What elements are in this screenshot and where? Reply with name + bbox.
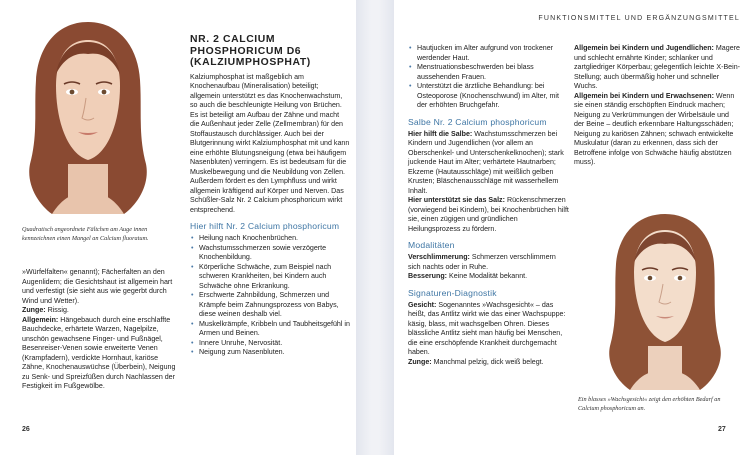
list-item: • Unterstützt die ärztliche Behandlung: bei Osteoporose (Knochenschwund) im Alter, mit der erhöhten Bruchgefahr. (408, 82, 570, 111)
list-item: • Wachstumsschmerzen sowie verzögerte Knochenbildung. (190, 244, 350, 263)
remedy-list (190, 234, 350, 358)
verschlimmerung-paragraph (408, 253, 570, 272)
zunge-label-right: Zunge: (408, 357, 432, 366)
list-item: • Erschwerte Zahnbildung, Schmerzen und Krämpfe beim Zahnungsprozess von Babys, diese weinen deshalb viel. (190, 291, 350, 320)
remedy-list-continued (408, 44, 570, 111)
besserung-label: Besserung: (408, 272, 448, 280)
zunge-text-right: Manchmal pelzig, dick weiß belegt. (431, 357, 544, 366)
left-column-1 (22, 268, 182, 392)
subsection-title: Hier hilft Nr. 2 Calcium phosphoricum (190, 221, 340, 232)
list-item: • Innere Unruhe, Nervosität. (190, 339, 350, 349)
allgemein-paragraph (22, 316, 182, 392)
left-page (0, 0, 356, 455)
salbe-title: Salbe Nr. 2 Calcium phosphoricum (408, 116, 547, 127)
besserung-paragraph (408, 272, 570, 282)
salbe-text-1: Wachstumsschmerzen bei Kindern und Jugendlichen (vor allem an Oberschenkel- und Unterschenkelknochen); stark juckende Haut im Alter; verhärtete Hautnarben; Ekzeme (Hautausschläge) mit weißlich gelben Krusten; Bläschenausschläge mit wasserhellem Inhalt. (408, 129, 564, 195)
zunge-label: Zunge: (22, 306, 46, 314)
list-item: • Neigung zum Nasenbluten. (190, 348, 350, 358)
verschlimmerung-label: Verschlimmerung: (408, 253, 470, 261)
salbe-text-2: Rückenschmerzen (vorwiegend bei Kindern), bei Knochenbrüchen hilft sie, einen zügigen und gründlichen Heilungsprozess zu fördern. (408, 196, 569, 233)
portrait-illustration-right (590, 206, 740, 394)
verschlimmerung-text: Schmerzen verschlimmern sich nachts oder in Ruhe. (408, 253, 556, 271)
zunge-paragraph-right (408, 358, 570, 368)
running-header: FUNKTIONSMITTEL UND ERGÄNZUNGSMITTEL (538, 15, 740, 22)
page-number-left: 26 (22, 426, 30, 433)
section-text: Kalziumphosphat ist maßgeblich am Knochenaufbau (Mineralisation) beteiligt; allgemein unterstützt es das Knochenwachstum, so auch die beschleunigte Heilung von Brüchen. Es ist beteiligt am Aufbau der Zähne und macht die Außenhaut jeder Zelle (Zellmembran) für den Stoffaustausch durchlässiger. Auch bei der Blutgerinnung wirkt Kalziumphosphat mit und kann eine erhöhte Blutungsneigung (etwa bei häufigem Nasenbluten) verringern. Es ist bedeutsam für die Muskelbewegung und die Neubildung von Zellen. Außerdem fördert es den Lymphfluss und wirkt allgemein kräftigend auf Körper und Nerven. Das Schüßler-Salz Nr. 2 Calcium phosphoricum wirkt entsprechend. (190, 72, 350, 214)
list-item: • Muskelkrämpfe, Kribbeln und Taubheitsgefühl in Armen und Beinen. (190, 320, 350, 339)
diagnostik-title: Signaturen-Diagnostik (408, 287, 497, 298)
besserung-text: Keine Modalität bekannt. (447, 272, 528, 280)
kinder-paragraph (574, 44, 740, 92)
erwachsene-label: Allgemein bei Kindern und Erwachsenen: (574, 91, 714, 100)
erwachsene-text: Wenn sie einen ständig erschöpften Eindruck machen; Neigung zu Verkrümmungen der Wirbelsäule und der Beine – deutlich erkennbare Haltungsschäden; Neigung zu kariösen Zähnen; schwach entwickelte Muskulatur (daran zu erkennen, dass sich der Betroffene infolge von Schwäche häufig abstützen muss). (574, 91, 735, 166)
zunge-paragraph (22, 306, 182, 316)
zunge-text: Rissig. (45, 306, 69, 314)
salbe-label-1: Hier hilft die Salbe: (408, 129, 473, 138)
right-column-1 (408, 44, 570, 367)
allgemein-label: Allgemein: (22, 315, 59, 324)
page-number-right: 27 (718, 426, 726, 433)
right-page (394, 0, 750, 455)
salbe-paragraph-1 (408, 130, 570, 197)
gesicht-text: Sogenanntes »Wachsgesicht« – das heißt, das Antlitz wirkt wie das einer Wachspuppe: käsig, blass, mit wachsgelben Ohren. Dieses blässliche Antlitz sieht man häufig bei Menschen, die eine erschöpfende Krankheit durchgemacht haben. (408, 300, 566, 356)
kinder-label: Allgemein bei Kindern und Jugendlichen: (574, 44, 714, 52)
image-caption-right: Ein blasses »Wachsgesicht« zeigt den erhöhten Bedarf an Calcium phosphoricum an. (578, 396, 721, 412)
book-gutter (356, 0, 394, 455)
salbe-label-2: Hier unterstützt sie das Salz: (408, 196, 505, 204)
gesicht-label: Gesicht: (408, 300, 437, 309)
list-item: • Heilung nach Knochenbrüchen. (190, 234, 350, 244)
erwachsene-paragraph (574, 92, 740, 168)
gesicht-paragraph (408, 301, 570, 358)
list-item: • Menstruationsbeschwerden bei blass aussehenden Frauen. (408, 63, 570, 82)
portrait-illustration-left (8, 14, 168, 222)
salbe-paragraph-2 (408, 196, 570, 234)
intro-paragraph: »Würfelfalten« genannt); Fächerfalten an den Augenlidern; die Gesichtshaut ist allgemein hart und verfestigt (sie sieht aus wie gegerbt durch Wind und Wetter). (22, 268, 173, 305)
image-caption-left: Quadratisch angeordnete Fältchen am Auge innen kennzeichnen einen Mangel an Calcium fluoratum. (22, 226, 149, 242)
modalitaeten-title: Modalitäten (408, 240, 455, 250)
kinder-text: Magere und schlecht ernährte Kinder; schlanker und zartgliedriger Körperbau; gelegentlich leichte X-Bein-Stellung; auch übermäßig hoher und schneller Wuchs. (574, 44, 741, 90)
section-title: NR. 2 CALCIUM PHOSPHORICUM D6 (KALZIUMPHOSPHAT) (190, 34, 311, 69)
list-item: • Körperliche Schwäche, zum Beispiel nach schweren Krankheiten, bei Kindern auch Schwäche ohne Erkrankung. (190, 263, 350, 292)
allgemein-text: Hängebauch durch eine erschlaffte Bauchdecke, erhärtete Warzen, Nagelpilze, unschön gewachsene Finger- und Fußnägel, Besenreiser-Venen sowie erweiterte Venen (Krampfadern), verdickte Hornhaut, kariöse Zähne, Knochenauswüchse (Überbein), Neigung zu Senk- und Spreizfüßen durch Nachlassen der Festigkeit im Fußgewölbe. (22, 315, 176, 390)
right-column-2 (574, 44, 740, 168)
list-item: • Hautjucken im Alter aufgrund von trockener werdender Haut. (408, 44, 570, 63)
left-column-2 (190, 34, 350, 358)
